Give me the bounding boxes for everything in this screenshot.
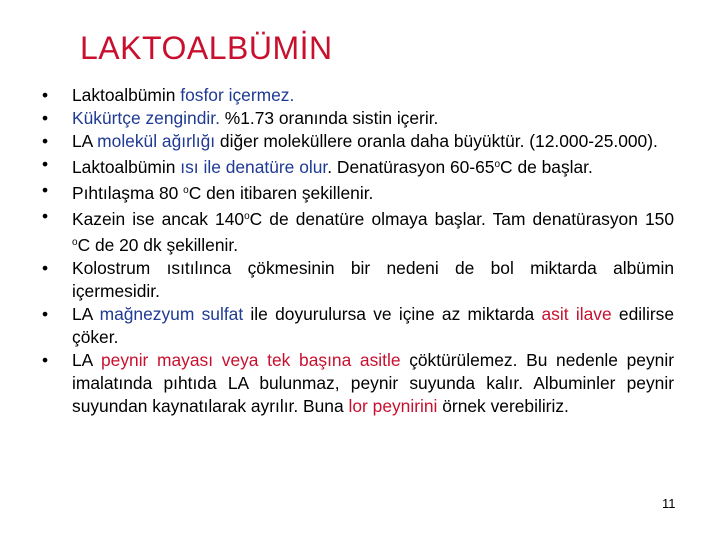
bullet-list xyxy=(42,84,674,418)
text-segment: diğer moleküllere oranla daha büyüktür. (12.000-25.000). xyxy=(215,131,658,151)
highlight-blue: Kükürtçe zengindir. xyxy=(72,108,220,128)
text-segment: LA xyxy=(72,131,98,151)
degree-superscript: o xyxy=(72,237,78,248)
highlight-blue: ısı ile denatüre olur xyxy=(180,157,328,177)
text-segment: . Denatürasyon 60-65 xyxy=(327,157,495,177)
list-item xyxy=(42,257,674,303)
slide-title: LAKTOALBÜMİN xyxy=(80,30,333,66)
text-segment: C den itibaren şekillenir. xyxy=(188,183,374,203)
list-item xyxy=(42,205,674,257)
highlight-red: asit ilave xyxy=(541,304,612,324)
text-segment: %1.73 oranında sistin içerir. xyxy=(219,108,439,128)
text-segment: örnek verebiliriz. xyxy=(437,396,569,416)
highlight-blue: molekül ağırlığı xyxy=(97,131,216,151)
text-segment: C de denatüre olmaya başlar. Tam denatürasyon 150 xyxy=(249,209,674,229)
text-segment: Laktoalbümin xyxy=(72,85,181,105)
text-segment: Kazein ise ancak 140 xyxy=(72,209,245,229)
list-item xyxy=(42,84,674,107)
text-segment: Kolostrum ısıtılınca çökmesinin bir nedeni de bol miktarda albümin içermesidir. xyxy=(72,258,674,301)
text-segment: Laktoalbümin xyxy=(72,157,181,177)
text-segment: C de 20 dk şekillenir. xyxy=(77,235,239,255)
highlight-red: peynir mayası veya tek başına asitle xyxy=(100,350,401,370)
text-segment: LA xyxy=(72,350,101,370)
degree-superscript: o xyxy=(244,211,250,222)
highlight-blue: fosfor içermez. xyxy=(180,85,295,105)
list-item xyxy=(42,107,674,130)
list-item xyxy=(42,179,674,205)
page-number: 11 xyxy=(662,496,676,511)
list-item xyxy=(42,130,674,153)
text-segment: LA xyxy=(72,304,100,324)
highlight-blue: mağnezyum sulfat xyxy=(99,304,244,324)
list-item xyxy=(42,153,674,179)
list-item xyxy=(42,349,674,418)
text-segment: edilirse çöker. xyxy=(72,304,674,347)
text-segment: C de başlar. xyxy=(500,157,593,177)
list-item xyxy=(42,303,674,349)
text-segment: ile doyurulursa ve içine az miktarda xyxy=(243,304,542,324)
degree-superscript: o xyxy=(494,159,501,170)
highlight-red: lor peynirini xyxy=(348,396,438,416)
text-segment: Pıhtılaşma 80 xyxy=(72,183,184,203)
degree-superscript: o xyxy=(183,185,189,196)
text-segment: çöktürülemez. Bu nedenle peynir imalatında pıhtıda LA bulunmaz, peynir suyunda kalır. Albuminler peynir suyundan kaynatılarak ayrılır. Buna xyxy=(72,350,674,416)
